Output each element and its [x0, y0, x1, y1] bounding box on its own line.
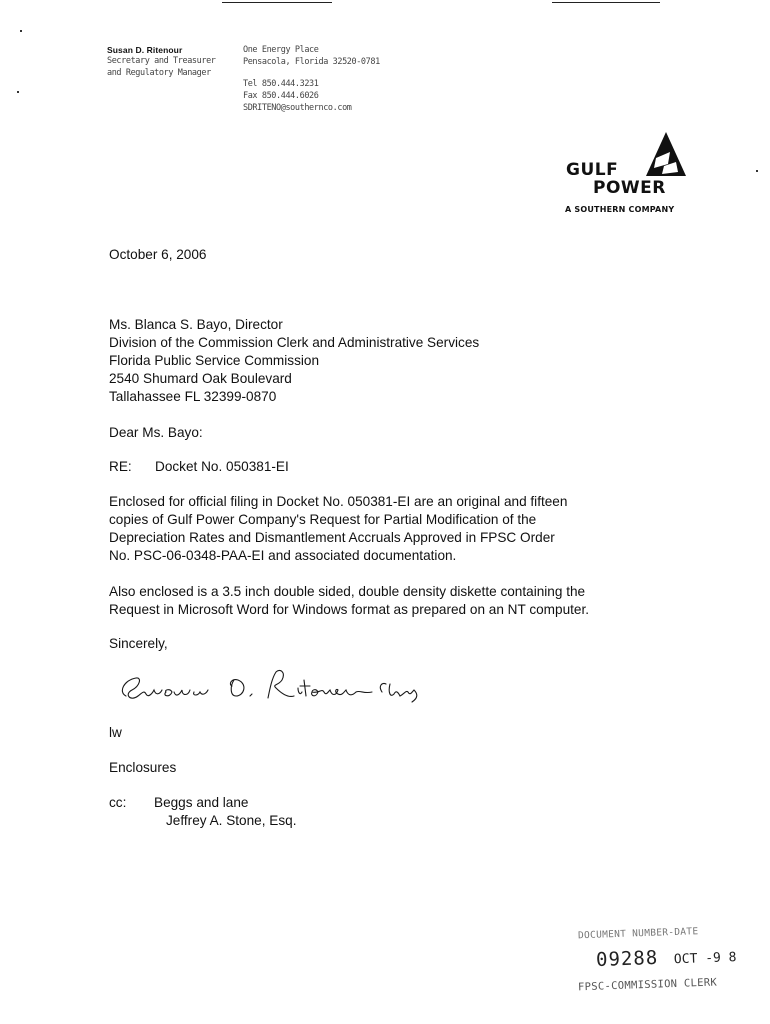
sender-title-1: Secretary and Treasurer	[107, 56, 216, 66]
fax: Fax 850.444.6026	[243, 91, 319, 101]
stamp-date: OCT -9 8	[673, 950, 737, 968]
stamp-footer: FPSC-COMMISSION CLERK	[577, 976, 718, 994]
logo-line-power: POWER	[593, 178, 666, 198]
cc-recipient: Beggs and lane	[154, 795, 249, 810]
recipient-address	[109, 316, 479, 406]
address-line-1: One Energy Place	[243, 45, 319, 55]
gulf-power-logo	[560, 132, 695, 222]
recipient-line: Division of the Commission Clerk and Administrative Services	[109, 335, 480, 350]
closing: Sincerely,	[109, 636, 168, 651]
contact-block	[243, 44, 413, 114]
telephone: Tel 850.444.3231	[243, 79, 319, 89]
stamp-header: DOCUMENT NUMBER-DATE	[577, 926, 699, 942]
paragraph-line: Depreciation Rates and Dismantlement Accruals Approved in FPSC Order	[109, 530, 555, 545]
salutation: Dear Ms. Bayo:	[109, 425, 203, 440]
cc-label: cc:	[109, 795, 127, 810]
handwritten-signature-icon	[112, 662, 442, 712]
address-line-2: Pensacola, Florida 32520-0781	[243, 57, 380, 67]
sender-block	[107, 45, 237, 79]
paragraph-line: Also enclosed is a 3.5 inch double sided, double density diskette containing the	[109, 584, 586, 599]
typist-initials: lw	[109, 725, 122, 740]
recipient-line: Ms. Blanca S. Bayo, Director	[109, 317, 283, 332]
cc-block	[109, 794, 296, 830]
scan-speck	[17, 91, 19, 93]
paragraph-line: Enclosed for official filing in Docket No. 050381-EI are an original and fifteen	[109, 494, 568, 509]
paragraph-2	[109, 583, 589, 619]
recipient-line: Tallahassee FL 32399-0870	[109, 389, 277, 404]
scan-speck	[20, 30, 22, 32]
recipient-line: 2540 Shumard Oak Boulevard	[109, 371, 292, 386]
cc-recipient: Jeffrey A. Stone, Esq.	[166, 813, 297, 828]
enclosures: Enclosures	[109, 760, 177, 775]
sender-name: Susan D. Ritenour	[107, 45, 183, 55]
paragraph-line: No. PSC-06-0348-PAA-EI and associated documentation.	[109, 548, 457, 563]
re-line	[109, 458, 289, 476]
paragraph-line: Request in Microsoft Word for Windows format as prepared on an NT computer.	[109, 602, 590, 617]
scan-speck	[756, 170, 758, 172]
top-rule-right	[552, 2, 660, 3]
paragraph-1	[109, 493, 567, 565]
re-value: Docket No. 050381-EI	[155, 459, 289, 474]
paragraph-line: copies of Gulf Power Company's Request for Partial Modification of the	[109, 512, 537, 527]
recipient-line: Florida Public Service Commission	[109, 353, 320, 368]
sender-title-2: and Regulatory Manager	[107, 68, 211, 78]
filing-stamp	[577, 926, 768, 994]
letter-date: October 6, 2006	[109, 247, 207, 262]
email: SDRITENO@southernco.com	[243, 103, 352, 113]
stamp-document-number: 09288	[595, 946, 659, 971]
logo-tagline: A SOUTHERN COMPANY	[565, 205, 675, 214]
southern-company-logo-icon	[646, 132, 686, 176]
top-rule-left	[222, 2, 332, 3]
logo-line-gulf: GULF	[566, 160, 619, 180]
signature	[112, 662, 442, 712]
re-label: RE:	[109, 459, 132, 474]
